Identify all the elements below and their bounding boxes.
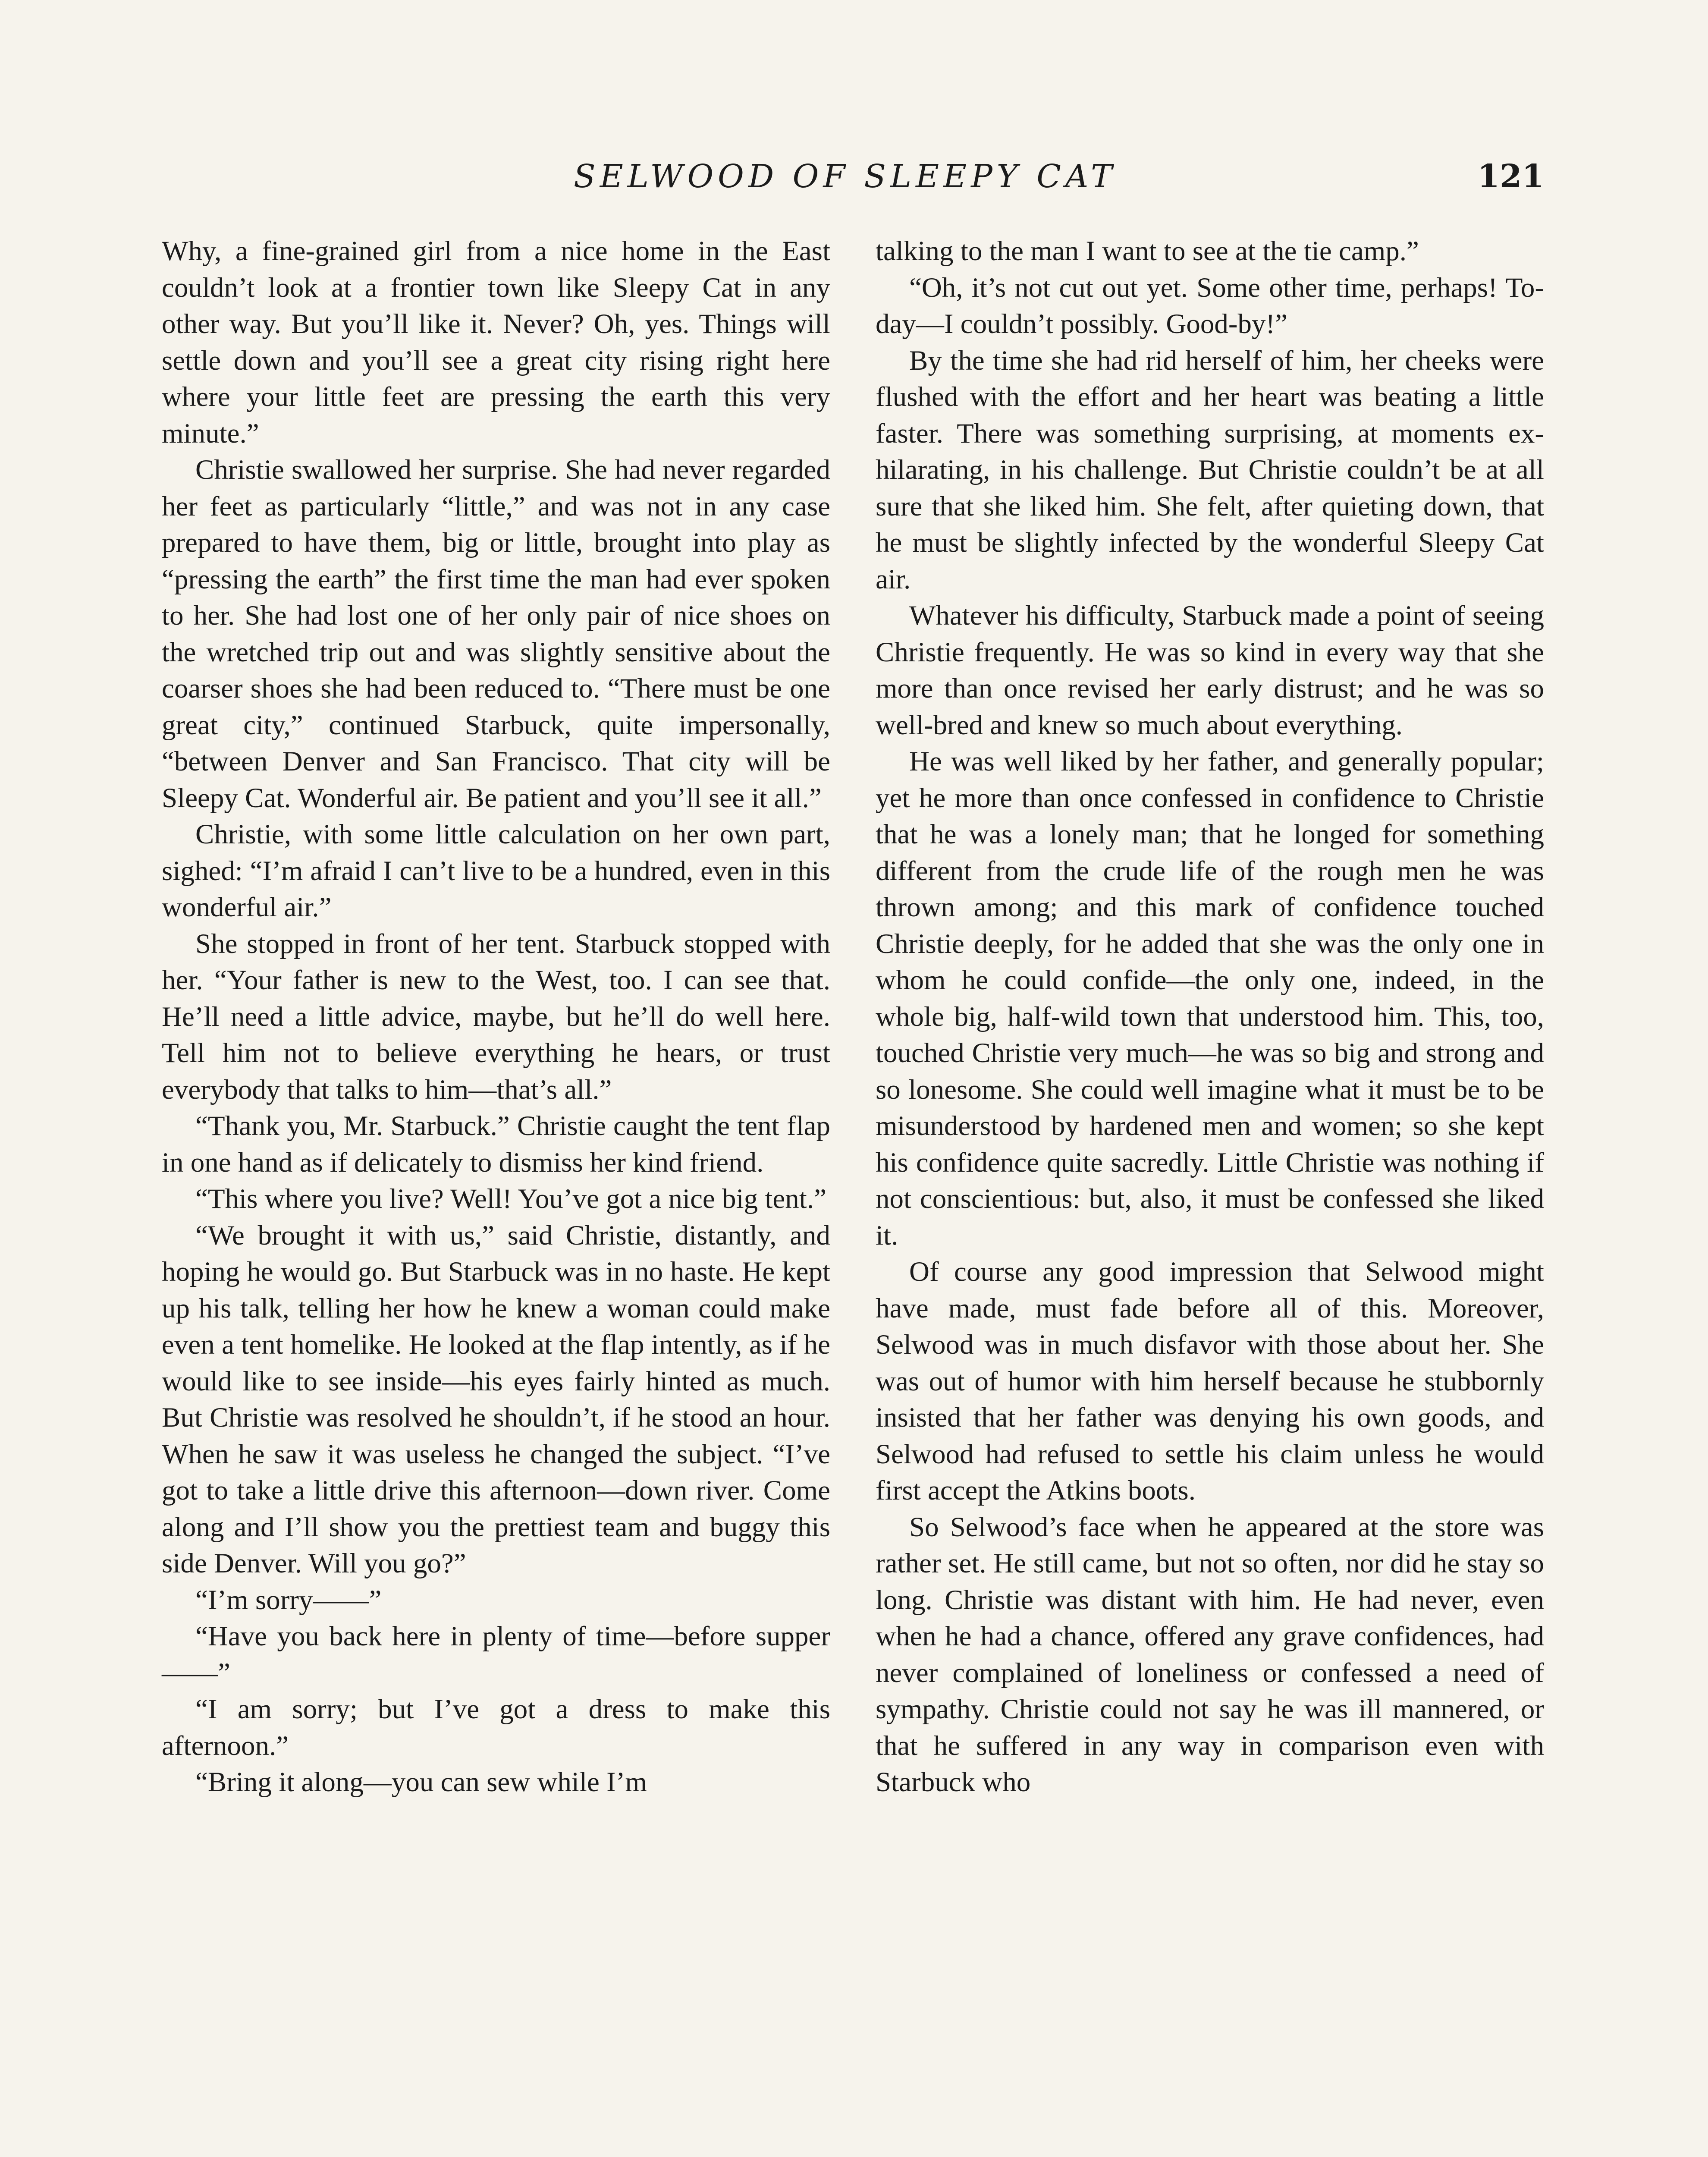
paragraph: “I am sorry; but I’ve got a dress to make this afternoon.” (162, 1694, 830, 1761)
paragraph: Why, a fine-grained girl from a nice home in the East couldn’t look at a frontier town like Sleepy Cat in any other way. But you’ll like it. Never? Oh, yes. Things will settle down and you’ll see a great city rising right here where your little feet are pressing the earth this very minute.” (162, 236, 830, 449)
paragraph: “Thank you, Mr. Starbuck.” Christie caught the tent flap in one hand as if delicately to dismiss her kind friend. (162, 1110, 830, 1178)
right-column (876, 233, 1544, 1801)
paragraph: Christie swallowed her surprise. She had never regarded her feet as particularly “little,” and was not in any case prepared to have them, big or little, brought into play as “pressing the earth” the first time the man had ever spoken to her. She had lost one of her only pair of nice shoes on the wretched trip out and was slightly sensitive about the coarser shoes she had been reduced to. “There must be one great city,” continued Starbuck, quite impersonally, “between Denver and San Francisco. That city will be Sleepy Cat. Wonderful air. Be patient and you’ll see it all.” (162, 454, 830, 814)
paragraph: Of course any good impression that Selwood might have made, must fade before all of this. Moreover, Selwood was in much disfavor with those about her. She was out of humor with him herself because he stubbornly insisted that her father was denying his own goods, and Selwood had refused to settle his claim unless he would first accept the Atkins boots. (876, 1256, 1544, 1506)
paragraph: “We brought it with us,” said Christie, distantly, and hoping he would go. But Starbuck was in no haste. He kept up his talk, telling her how he knew a woman could make even a tent homelike. He looked at the flap intently, as if he would like to see inside—his eyes fairly hinted as much. But Christie was resolved he shouldn’t, if he stood an hour. When he saw it was useless he changed the subject. “I’ve got to take a little drive this afternoon—down river. Come along and I’ll show you the prettiest team and buggy this side Denver. Will you go?” (162, 1220, 830, 1579)
paragraph: “I’m sorry——” (195, 1584, 382, 1616)
paragraph: “Have you back here in plenty of time—before supper——” (162, 1621, 830, 1688)
paragraph: “This where you live? Well! You’ve got a nice big tent.” (195, 1183, 826, 1214)
paragraph: Christie, with some little calculation on her own part, sighed: “I’m afraid I can’t live to be a hundred, even in this wonderful air.” (162, 819, 830, 923)
paragraph: He was well liked by her father, and generally popular; yet he more than once confessed in confidence to Christie that he was a lonely man; that he longed for something different from the crude life of the rough men he was thrown among; and this mark of confidence touched Christie deeply, for he added that she was the only one in whom he could confide—the only one, indeed, in the whole big, half-wild town that understood him. This, too, touched Christie very much—he was so big and strong and so lonesome. She could well imagine what it must be to be misunderstood by hardened men and women; so she kept his confidence quite sacredly. Little Christie was nothing if not conscientious: but, also, it must be confessed she liked it. (876, 746, 1544, 1251)
paragraph: By the time she had rid herself of him, her cheeks were flushed with the effort and her heart was beating a little faster. There was something surprising, at moments exhilarating, in his challenge. But Christie couldn’t be at all sure that she liked him. She felt, after quieting down, that he must be slightly infected by the wonderful Sleepy Cat air. (876, 345, 1544, 595)
paragraph: Whatever his difficulty, Starbuck made a point of seeing Christie frequently. He was so kind in every way that she more than once revised her early distrust; and he was so well-bred and knew so much about everything. (876, 600, 1544, 741)
left-column (162, 233, 830, 1801)
paragraph-continuation: talking to the man I want to see at the tie camp.” (876, 236, 1419, 267)
page-number: 121 (1477, 158, 1544, 195)
paragraph: “Bring it along—you can sew while I’m (195, 1767, 647, 1798)
paragraph: So Selwood’s face when he appeared at the store was rather set. He still came, but not so often, nor did he stay so long. Christie was distant with him. He had never, even when he had a chance, offered any grave confidences, had never complained of loneliness or confessed a need of sympathy. Christie could not say he was ill mannered, or that he suffered in any way in comparison even with Starbuck who (876, 1511, 1544, 1798)
paragraph: “Oh, it’s not cut out yet. Some other time, perhaps! To-day—I couldn’t possibly. Good-by!” (876, 272, 1544, 340)
running-title: SELWOOD OF SLEEPY CAT (574, 158, 1117, 195)
paragraph: She stopped in front of her tent. Starbuck stopped with her. “Your father is new to the West, too. I can see that. He’ll need a little advice, maybe, but he’ll do well here. Tell him not to believe everything he hears, or trust everybody that talks to him—that’s all.” (162, 928, 830, 1105)
